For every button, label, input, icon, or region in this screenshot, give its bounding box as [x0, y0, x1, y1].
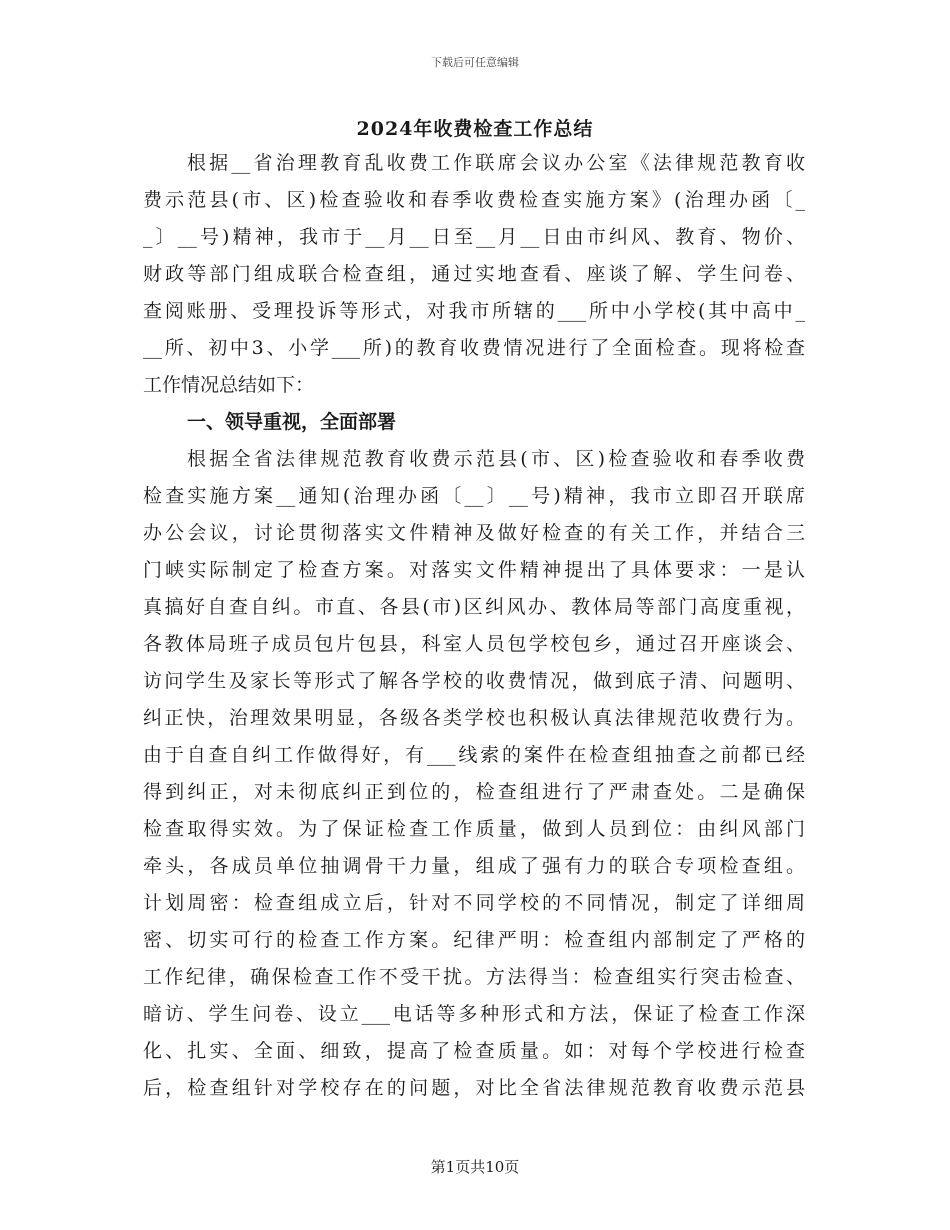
body-line: 查阅账册、受理投诉等形式，对我市所辖的___所中小学校(其中高中_ — [143, 300, 805, 322]
body-line: __所、初中3、小学___所)的教育收费情况进行了全面检查。现将检查 — [143, 337, 805, 359]
body-line: 得到纠正，对未彻底纠正到位的，检查组进行了严肃查处。二是确保 — [143, 781, 805, 803]
body-line: 办公会议，讨论贯彻落实文件精神及做好检查的有关工作，并结合三 — [143, 522, 805, 544]
body-line: 真搞好自查自纠。市直、各县(市)区纠风办、教体局等部门高度重视， — [143, 596, 805, 618]
body-line: 牵头，各成员单位抽调骨干力量，组成了强有力的联合专项检查组。 — [143, 855, 805, 877]
document-title: 2024年收费检查工作总结 — [356, 118, 594, 140]
body-line: 暗访、学生问卷、设立___电话等多种形式和方法，保证了检查工作深 — [143, 1003, 805, 1025]
body-line: 纠正快，治理效果明显，各级各类学校也积极认真法律规范收费行为。 — [143, 707, 805, 729]
document-body — [143, 145, 805, 1107]
body-line: 后，检查组针对学校存在的问题，对比全省法律规范教育收费示范县 — [143, 1077, 805, 1099]
body-line: _〕__号)精神，我市于__月__日至__月__日由市纠风、教育、物价、 — [143, 226, 805, 248]
body-line: 财政等部门组成联合检查组，通过实地查看、座谈了解、学生问卷、 — [143, 263, 805, 285]
body-line: 检查实施方案__通知(治理办函〔__〕__号)精神，我市立即召开联席 — [143, 485, 805, 507]
body-line: 计划周密：检查组成立后，针对不同学校的不同情况，制定了详细周 — [143, 892, 805, 914]
body-line: 由于自查自纠工作做得好，有___线索的案件在检查组抽查之前都已经 — [143, 744, 805, 766]
section-heading: 一、领导重视，全面部署 — [187, 411, 397, 433]
body-line: 各教体局班子成员包片包县，科室人员包学校包乡，通过召开座谈会、 — [143, 633, 805, 655]
body-line: 根据全省法律规范教育收费示范县(市、区)检查验收和春季收费 — [187, 448, 805, 470]
body-line: 费示范县(市、区)检查验收和春季收费检查实施方案》(治理办函〔_ — [143, 189, 805, 211]
body-line: 密、切实可行的检查工作方案。纪律严明：检查组内部制定了严格的 — [143, 929, 805, 951]
body-line: 根据__省治理教育乱收费工作联席会议办公室《法律规范教育收 — [187, 152, 805, 174]
body-line: 检查取得实效。为了保证检查工作质量，做到人员到位：由纠风部门 — [143, 818, 805, 840]
body-line: 门峡实际制定了检查方案。对落实文件精神提出了具体要求：一是认 — [143, 559, 805, 581]
body-line: 工作情况总结如下： — [143, 374, 315, 396]
body-line: 工作纪律，确保检查工作不受干扰。方法得当：检查组实行突击检查、 — [143, 966, 805, 988]
header-note: 下载后可任意编辑 — [431, 56, 519, 69]
page-number: 第1页共10页 — [430, 1158, 520, 1176]
body-line: 化、扎实、全面、细致，提高了检查质量。如：对每个学校进行检查 — [143, 1040, 805, 1062]
body-line: 访问学生及家长等形式了解各学校的收费情况，做到底子清、问题明、 — [143, 670, 805, 692]
